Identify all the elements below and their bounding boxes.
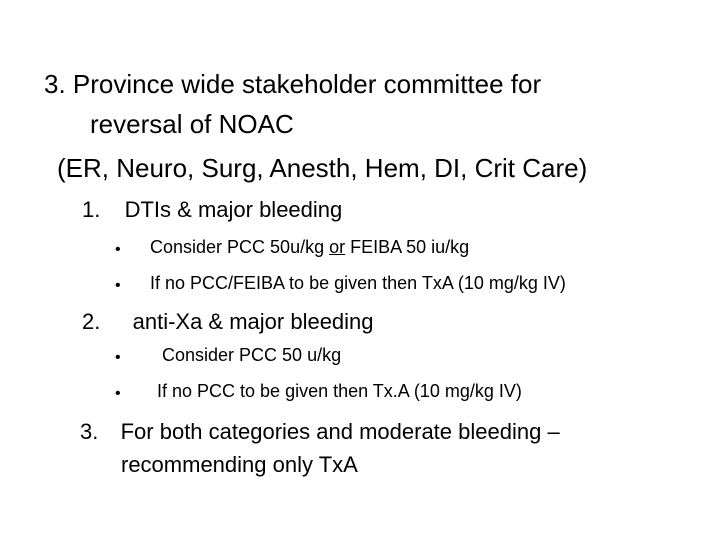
item-2-title: anti-Xa & major bleeding bbox=[132, 309, 374, 334]
item-1-title-line bbox=[82, 198, 342, 222]
heading-line-2: reversal of NOAC bbox=[90, 109, 294, 139]
item-1-bullet-2: If no PCC/FEIBA to be given then TxA (10 mg/kg IV) bbox=[150, 273, 566, 293]
item-2-bullet-1: Consider PCC 50 u/kg bbox=[162, 345, 342, 365]
heading-number: 3. bbox=[44, 69, 66, 99]
item-3-number: 3. bbox=[80, 419, 99, 444]
item-2-title-line bbox=[82, 310, 374, 334]
item-1-title: DTIs & major bleeding bbox=[124, 197, 343, 222]
bullet-symbol: • bbox=[115, 241, 121, 258]
bullet-text: Consider PCC 50u/kg bbox=[150, 237, 330, 257]
item-2-number: 2. bbox=[82, 309, 101, 334]
item-3-text-1: For both categories and moderate bleeding – bbox=[120, 419, 560, 444]
item-1-bullet-1 bbox=[150, 238, 469, 258]
bullet-symbol: • bbox=[115, 349, 121, 366]
heading-text-1: Province wide stakeholder committee for bbox=[72, 69, 542, 99]
bullet-symbol: • bbox=[115, 277, 121, 294]
item-3-line-1 bbox=[80, 420, 560, 444]
bullet-text: FEIBA 50 iu/kg bbox=[345, 237, 470, 257]
item-3-line-2: recommending only TxA bbox=[121, 452, 358, 477]
heading-line-3: (ER, Neuro, Surg, Anesth, Hem, DI, Crit Care) bbox=[57, 153, 588, 183]
bullet-symbol: • bbox=[115, 385, 121, 402]
item-1-number: 1. bbox=[82, 197, 101, 222]
heading-line-1 bbox=[44, 70, 541, 99]
item-2-bullet-2: If no PCC to be given then Tx.A (10 mg/kg IV) bbox=[157, 381, 522, 401]
underlined-word: or bbox=[329, 237, 346, 257]
